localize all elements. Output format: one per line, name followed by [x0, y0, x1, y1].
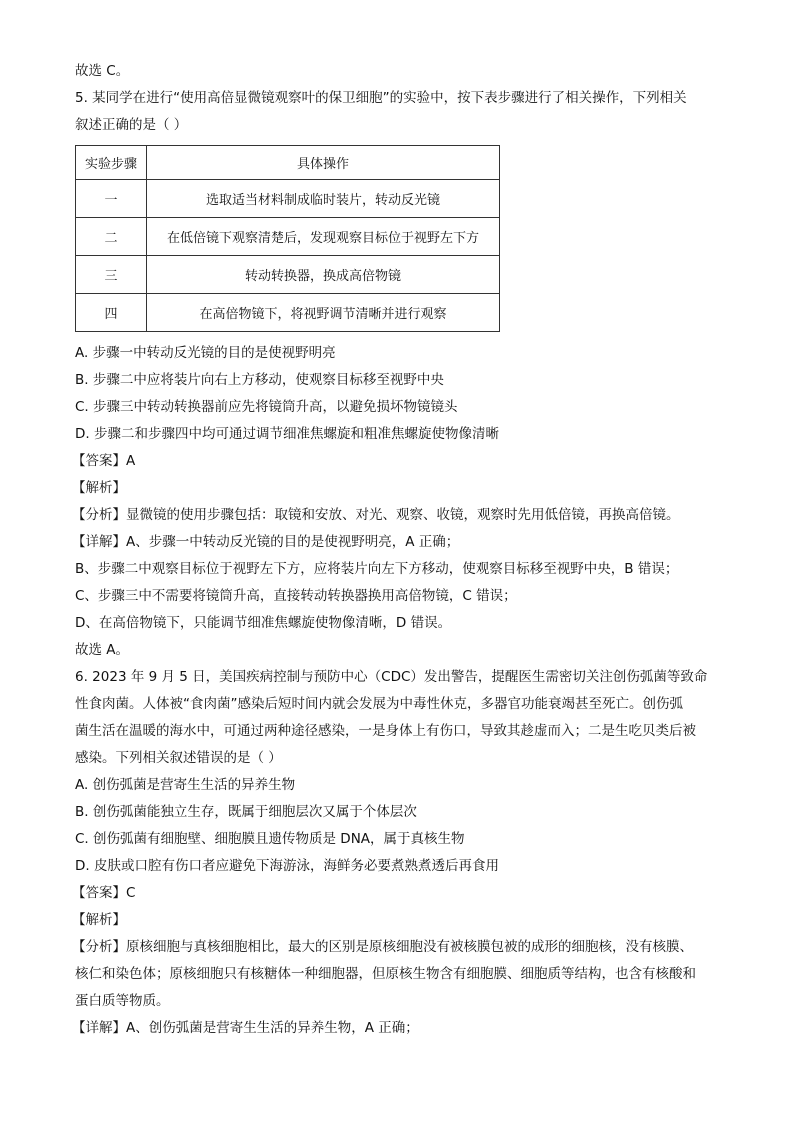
q5-detail-b: B、步骤二中观察目标位于视野左下方，应将装片向左下方移动，使观察目标移至视野中央，B 错误；: [75, 561, 679, 577]
q5-detail-d: D、在高倍物镜下，只能调节细准焦螺旋使物像清晰，D 错误。: [75, 615, 452, 631]
q5-conclusion: 故选 A。: [75, 642, 130, 658]
prev-conclusion: 故选 C。: [75, 63, 130, 79]
q6-stem-line-4: 感染。下列相关叙述错误的是（ ）: [75, 750, 282, 766]
question-6: [72, 664, 730, 1042]
table-row: [76, 218, 500, 256]
q5-analysis-label: 【解析】: [72, 480, 126, 496]
q5-stem-line-1: 5. 某同学在进行“使用高倍显微镜观察叶的保卫细胞”的实验中，按下表步骤进行了相关操作，下列相关: [75, 90, 687, 106]
q6-analysis-line-2: 核仁和染色体；原核细胞只有核糖体一种细胞器，但原核生物含有细胞膜、细胞质等结构，也含有核酸和: [75, 966, 696, 982]
table-cell-operation: 选取适当材料制成临时装片，转动反光镜: [147, 180, 500, 218]
table-cell-operation: 在低倍镜下观察清楚后，发现观察目标位于视野左下方: [147, 218, 500, 256]
q6-stem-line-1: 6. 2023 年 9 月 5 日，美国疾病控制与预防中心（CDC）发出警告，提醒医生需密切关注创伤弧菌等致命: [75, 669, 708, 685]
question-5: [72, 85, 730, 664]
table-row: [76, 294, 500, 332]
q6-analysis-line-1: 【分析】原核细胞与真核细胞相比，最大的区别是原核细胞没有被核膜包被的成形的细胞核，没有核膜、: [72, 939, 693, 955]
q6-detail-a: 【详解】A、创伤弧菌是营寄生生活的异养生物，A 正确；: [72, 1020, 419, 1036]
q5-answer: 【答案】A: [72, 453, 136, 469]
document-content: [72, 58, 730, 1042]
q5-option-b: B. 步骤二中应将装片向右上方移动，使观察目标移至视野中央: [75, 372, 444, 388]
q6-analysis-line-3: 蛋白质等物质。: [75, 993, 170, 1009]
q6-stem-line-2: 性食肉菌。人体被“食肉菌”感染后短时间内就会发展为中毒性休克，多器官功能衰竭甚至死亡。创伤弧: [75, 696, 683, 712]
table-cell-operation: 在高倍物镜下，将视野调节清晰并进行观察: [147, 294, 500, 332]
q5-analysis: 【分析】显微镜的使用步骤包括：取镜和安放、对光、观察、收镜，观察时先用低倍镜，再换高倍镜。: [72, 507, 680, 523]
table-cell-step: 二: [76, 218, 147, 256]
table-row: [76, 180, 500, 218]
table-cell-operation: 转动转换器，换成高倍物镜: [147, 256, 500, 294]
q6-option-a: A. 创伤弧菌是营寄生生活的异养生物: [75, 777, 296, 793]
table-header-cell: 实验步骤: [76, 146, 147, 180]
table-cell-step: 四: [76, 294, 147, 332]
q6-stem-line-3: 菌生活在温暖的海水中，可通过两种途径感染，一是身体上有伤口，导致其趁虚而入；二是生吃贝类后被: [75, 723, 696, 739]
q6-option-c: C. 创伤弧菌有细胞壁、细胞膜且遗传物质是 DNA，属于真核生物: [75, 831, 465, 847]
q6-option-b: B. 创伤弧菌能独立生存，既属于细胞层次又属于个体层次: [75, 804, 417, 820]
q5-steps-table: [75, 145, 500, 332]
q5-detail-c: C、步骤三中不需要将镜筒升高，直接转动转换器换用高倍物镜，C 错误；: [75, 588, 517, 604]
q5-option-c: C. 步骤三中转动转换器前应先将镜筒升高，以避免损坏物镜镜头: [75, 399, 458, 415]
q6-analysis-label: 【解析】: [72, 912, 126, 928]
q5-option-d: D. 步骤二和步骤四中均可通过调节细准焦螺旋和粗准焦螺旋使物像清晰: [75, 426, 499, 442]
q5-detail-a: 【详解】A、步骤一中转动反光镜的目的是使视野明亮，A 正确；: [72, 534, 460, 550]
table-header-cell: 具体操作: [147, 146, 500, 180]
q6-answer: 【答案】C: [72, 885, 136, 901]
q5-stem-line-2: 叙述正确的是（ ）: [75, 117, 188, 133]
q6-option-d: D. 皮肤或口腔有伤口者应避免下海游泳，海鲜务必要煮熟煮透后再食用: [75, 858, 499, 874]
table-header-row: [76, 146, 500, 180]
table-cell-step: 三: [76, 256, 147, 294]
table-cell-step: 一: [76, 180, 147, 218]
table-row: [76, 256, 500, 294]
q5-option-a: A. 步骤一中转动反光镜的目的是使视野明亮: [75, 345, 336, 361]
